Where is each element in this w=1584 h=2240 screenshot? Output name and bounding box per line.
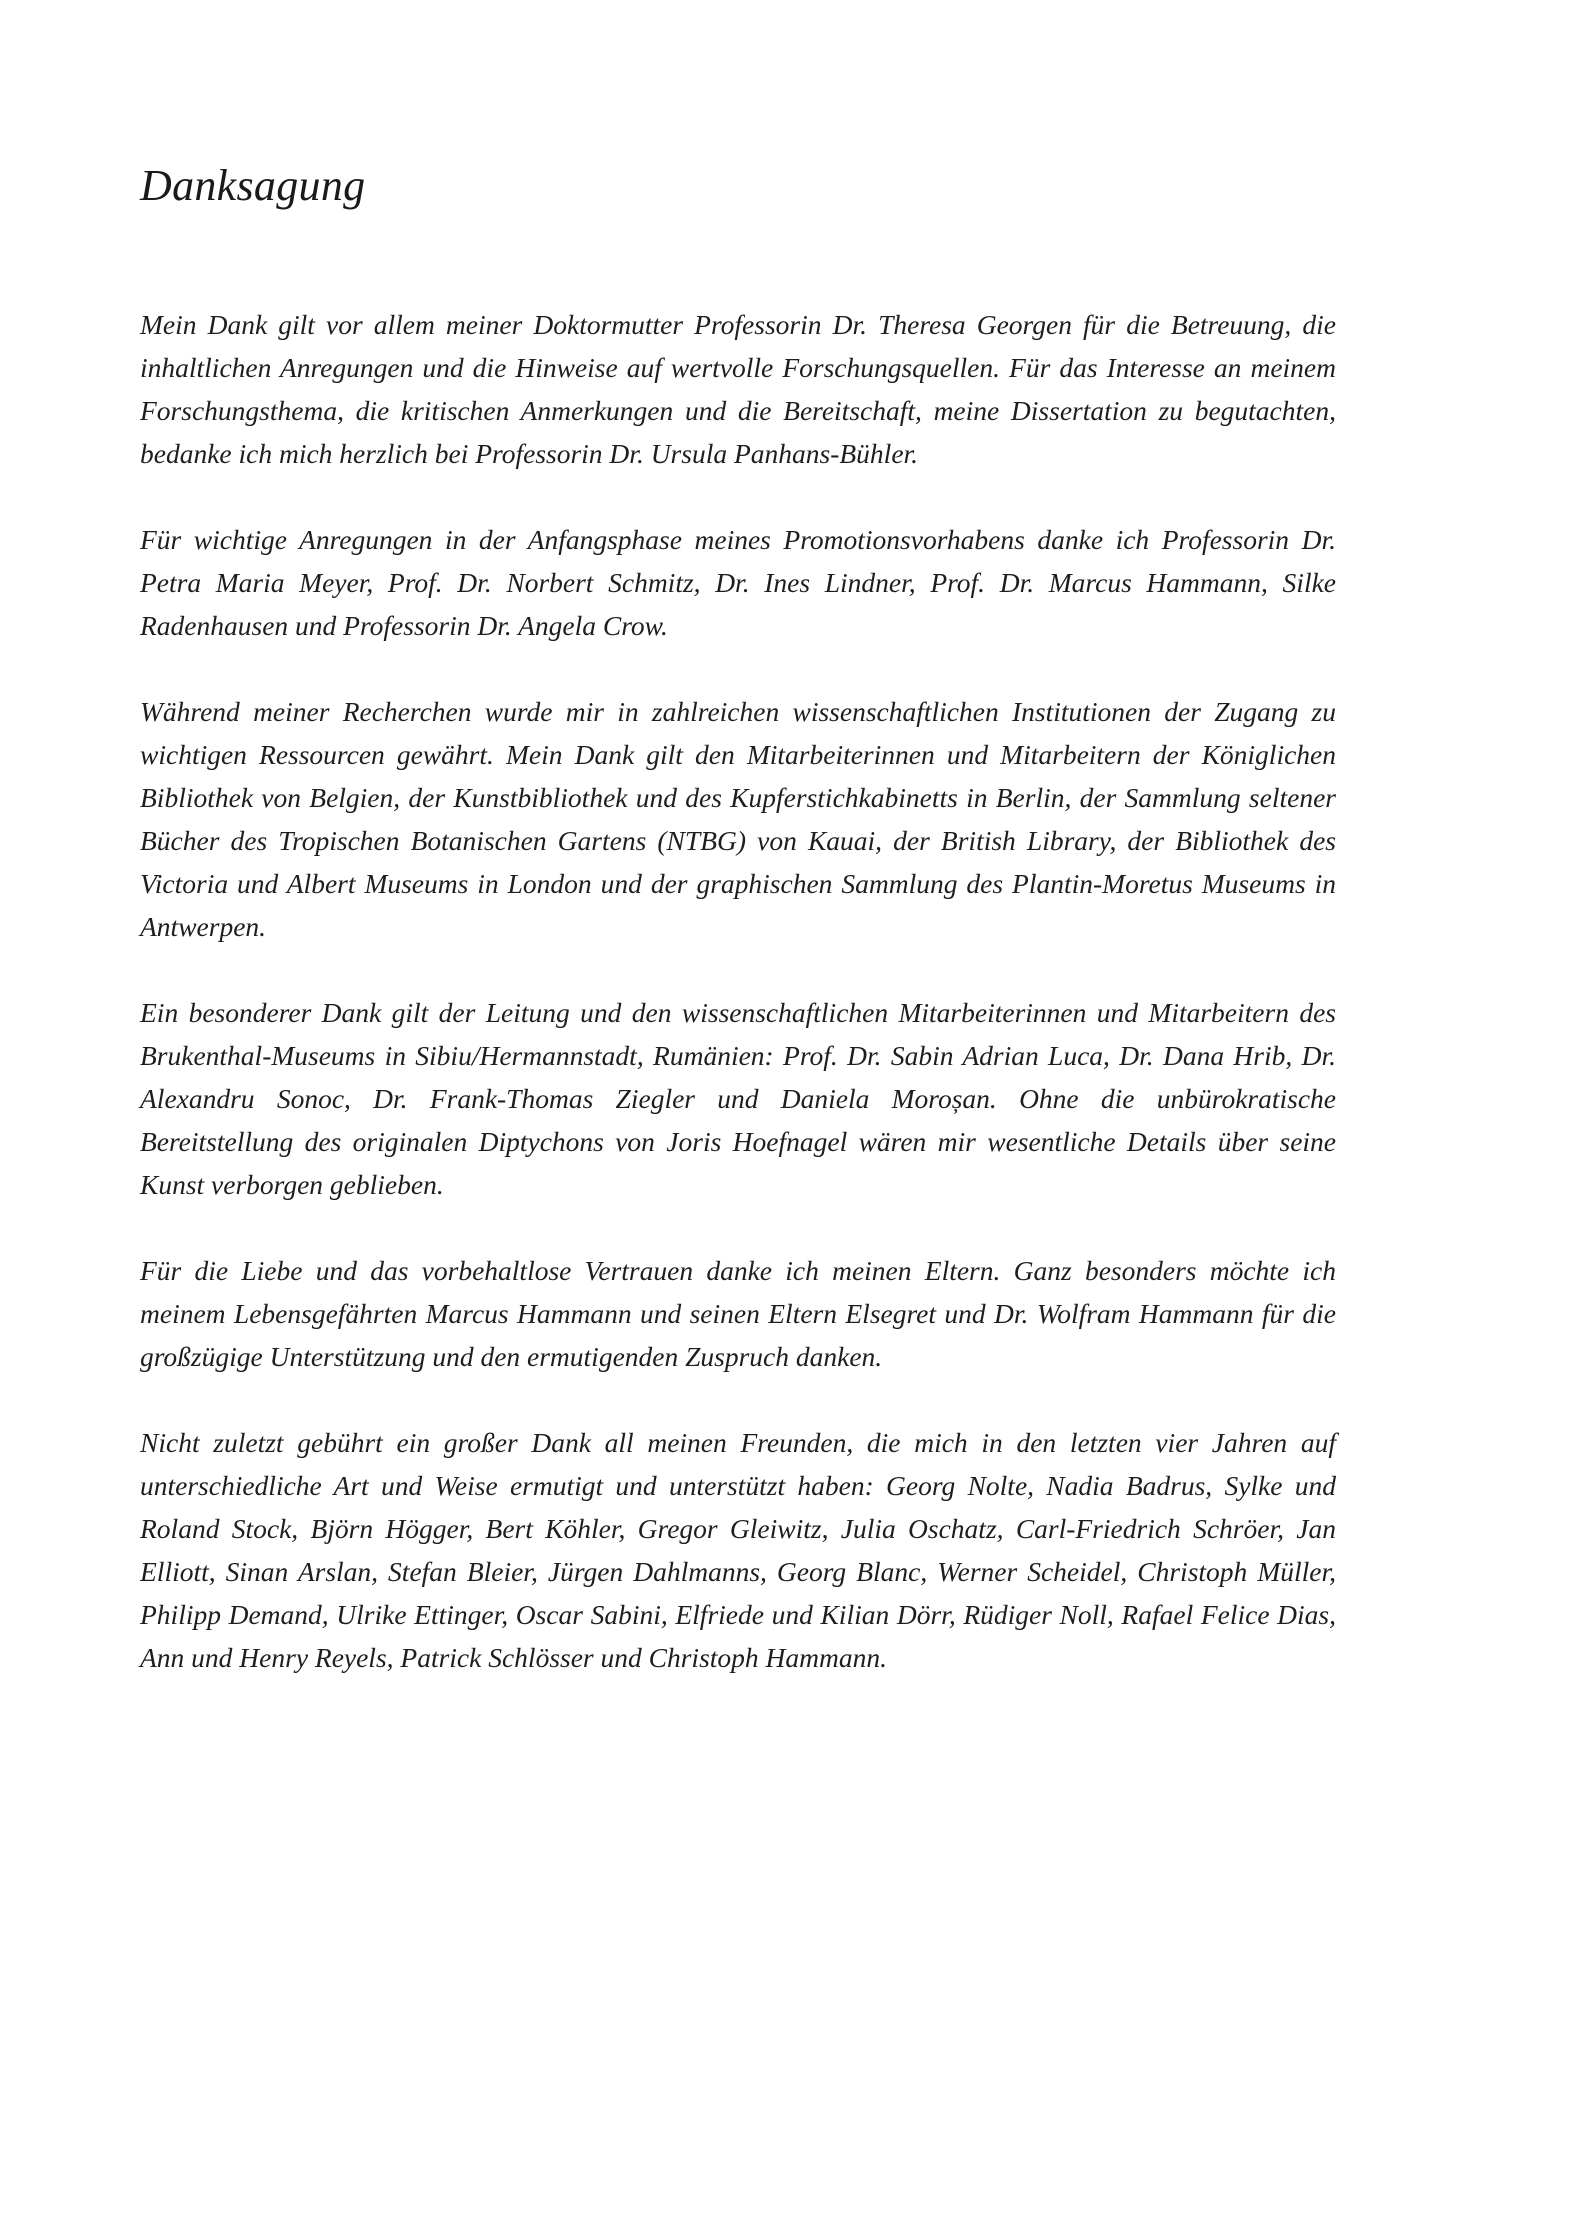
page-title: Danksagung bbox=[140, 161, 366, 210]
paragraph-doctoral-supervisors: Mein Dank gilt vor allem meiner Doktormutter Professorin Dr. Theresa Georgen für die Betreuung, die inhaltlichen Anregungen und die Hinweise auf wertvolle Forschungsquellen. Für das Interesse an meinem Forschungsthema, die kritischen Anmerkungen und die Bereitschaft, meine Dissertation zu begutachten, bedanke ich mich herzlich bei Professorin Dr. Ursula Panhans-Bühler. bbox=[140, 309, 1336, 469]
document-page bbox=[140, 160, 1336, 1722]
paragraph-friends: Nicht zuletzt gebührt ein großer Dank all meinen Freunden, die mich in den letzten vier Jahren auf unterschiedliche Art und Weise ermutigt und unterstützt haben: Georg Nolte, Nadia Badrus, Sylke und Roland Stock, Björn Högger, Bert Köhler, Gregor Gleiwitz, Julia Oschatz, Carl-Friedrich Schröer, Jan Elliott, Sinan Arslan, Stefan Bleier, Jürgen Dahlmanns, Georg Blanc, Werner Scheidel, Christoph Müller, Philipp Demand, Ulrike Ettinger, Oscar Sabini, Elfriede und Kilian Dörr, Rüdiger Noll, Rafael Felice Dias, Ann und Henry Reyels, Patrick Schlösser und Christoph Hammann. bbox=[140, 1427, 1336, 1673]
paragraph-family: Für die Liebe und das vorbehaltlose Vertrauen danke ich meinen Eltern. Ganz besonders möchte ich meinem Lebensgefährten Marcus Hammann und seinen Eltern Elsegret und Dr. Wolfram Hammann für die großzügige Unterstützung und den ermutigenden Zuspruch danken. bbox=[140, 1255, 1336, 1372]
paragraph-early-suggestions: Für wichtige Anregungen in der Anfangsphase meines Promotionsvorhabens danke ich Professorin Dr. Petra Maria Meyer, Prof. Dr. Norbert Schmitz, Dr. Ines Lindner, Prof. Dr. Marcus Hammann, Silke Radenhausen und Professorin Dr. Angela Crow. bbox=[140, 524, 1336, 641]
paragraph-research-institutions: Während meiner Recherchen wurde mir in zahlreichen wissenschaftlichen Institutionen der Zugang zu wichtigen Ressourcen gewährt. Mein Dank gilt den Mitarbeiterinnen und Mitarbeitern der Königlichen Bibliothek von Belgien, der Kunstbibliothek und des Kupferstichkabinetts in Berlin, der Sammlung seltener Bücher des Tropischen Botanischen Gartens (NTBG) von Kauai, der British Library, der Bibliothek des Victoria und Albert Museums in London und der graphischen Sammlung des Plantin-Moretus Museums in Antwerpen. bbox=[140, 696, 1336, 942]
paragraph-brukenthal-museum: Ein besonderer Dank gilt der Leitung und den wissenschaftlichen Mitarbeiterinnen und Mitarbeitern des Brukenthal-Museums in Sibiu/Hermannstadt, Rumänien: Prof. Dr. Sabin Adrian Luca, Dr. Dana Hrib, Dr. Alexandru Sonoc, Dr. Frank-Thomas Ziegler und Daniela Moroșan. Ohne die unbürokratische Bereitstellung des originalen Diptychons von Joris Hoefnagel wären mir wesentliche Details über seine Kunst verborgen geblieben. bbox=[140, 997, 1336, 1200]
